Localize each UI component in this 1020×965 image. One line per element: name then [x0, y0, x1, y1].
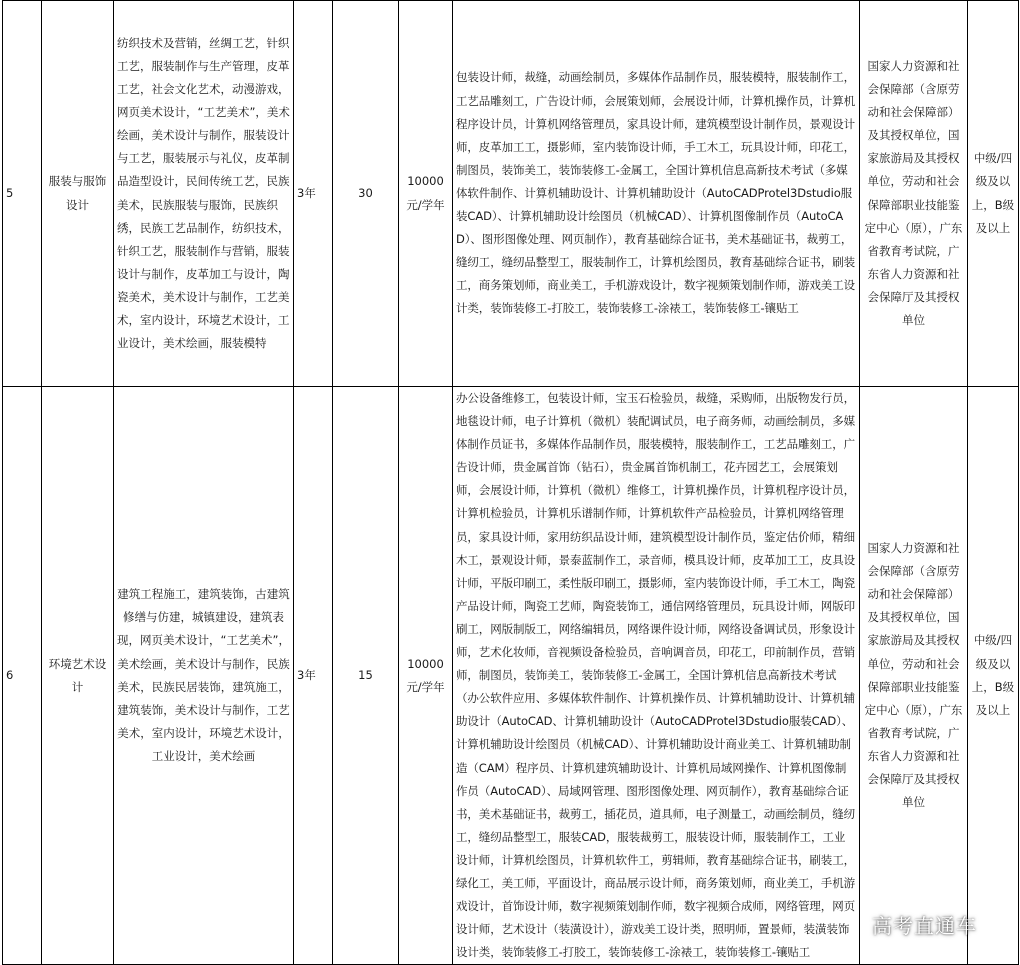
- enrollment-plan: 30: [333, 1, 399, 387]
- related-majors: 建筑工程施工，建筑装饰，古建筑修缮与仿建，城镇建设，建筑表现，网页美术设计，“工艺美术”，美术绘画，美术设计与制作，民族美术，民族民居装饰，建筑施工，建筑装饰，美术设计与制作，工艺美术，室内设计，环境艺术设计，工业设计，美术绘画: [114, 387, 294, 965]
- row-index: 5: [3, 1, 42, 387]
- enrollment-plan: 15: [333, 387, 399, 965]
- tuition-fee: 10000元/学年: [399, 1, 453, 387]
- major-name: 环境艺术设计: [42, 387, 114, 965]
- tuition-fee: 10000元/学年: [399, 387, 453, 965]
- related-majors: 纺织技术及营销，丝绸工艺，针织工艺，服装制作与生产管理，皮革工艺，社会文化艺术，动漫游戏，网页美术设计，“工艺美术”，美术绘画，美术设计与制作，服装设计与工艺，服装展示与礼仪，皮革制品造型设计，民间传统工艺，民族美术，民族服装与服饰，民族织绣，民族工艺品制作，纺织技术，针织工艺，服装制作与营销，服装设计与制作，皮革加工与设计，陶瓷美术，美术设计与制作，工艺美术，室内设计，环境艺术设计，工业设计，美术绘画，服装模特: [114, 1, 294, 387]
- table-row: [3, 1, 1019, 387]
- certificates-list: 包装设计师，裁缝，动画绘制员，多媒体作品制作员，服装模特，服装制作工，工艺品雕刻工，广告设计师，会展策划师，会展设计师，计算机操作员，计算机程序设计员，计算机网络管理员，家具设计师，建筑模型设计制作员，景观设计师，皮革加工工，摄影师，室内装饰设计师，手工木工，玩具设计师，印花工，制图员，装饰美工，装饰装修工-金属工，全国计算机信息高新技术考试（多媒体软件制作、计算机辅助设计、计算机辅助设计（AutoCADProtel3Dstudio服装CAD）、计算机辅助设计绘图员（机械CAD）、计算机图像制作员（AutoCAD）、图形图像处理、网页制作），教育基础综合证书，美术基础证书，裁剪工，缝纫工，缝纫品整型工，服装制作工，计算机绘图员，教育基础综合证书，刷装工，商务策划师，商业美工，手机游戏设计，数字视频策划制作师，游戏美工设计类，装饰装修工-打胶工，装饰装修工-涂裱工，装饰装修工-镶贴工: [453, 1, 860, 387]
- required-level: 中级/四级及以上，B级及以上: [968, 1, 1019, 387]
- majors-table: [2, 0, 1019, 965]
- certificates-list: 办公设备维修工，包装设计师，宝玉石检验员，裁缝，采购师，出版物发行员，地毯设计师，电子计算机（微机）装配调试员，电子商务师，动画绘制员，多媒体制作员证书，多媒体作品制作员，服装模特，服装制作工，工艺品雕刻工，广告设计师，贵金属首饰（钻石），贵金属首饰机制工，花卉园艺工，会展策划师，会展设计师，计算机（微机）维修工，计算机操作员，计算机程序设计员，计算机检验员，计算机乐谱制作师，计算机软件产品检验员，计算机网络管理员，家具设计师，家用纺织品设计师，建筑模型设计制作员，鉴定估价师，精细木工，景观设计师，景泰蓝制作工，录音师，模具设计师，皮革加工工，皮具设计师，平版印刷工，柔性版印刷工，摄影师，室内装饰设计师，手工木工，陶瓷产品设计师，陶瓷工艺师，陶瓷装饰工，通信网络管理员，玩具设计师，网版印刷工，网版制版工，网络编辑员，网络课件设计师，网络设备调试员，形象设计师，艺术化妆师，音视频设备检验员，音响调音员，印花工，印前制作员，营销师，制图员，装饰美工，装饰装修工-金属工，全国计算机信息高新技术考试（办公软件应用、多媒体软件制作、计算机操作员、计算机辅助设计、计算机辅助设计（AutoCAD、计算机辅助设计（AutoCADProtel3Dstudio服装CAD）、计算机辅助设计绘图员（机械CAD）、计算机辅助设计商业美工、计算机辅助制造（CAM）程序员、计算机建筑辅助设计、计算机局域网操作、计算机图像制作员（AutoCAD）、局域网管理、图形图像处理、网页制作），教育基础综合证书，美术基础证书，裁剪工，插花员，道具师，电子测量工，动画绘制员，缝纫工，缝纫品整型工，服装CAD，服装裁剪工，服装设计师，服装制作工，工业设计师，计算机绘图员，计算机软件工，剪辑师，教育基础综合证书，刷装工，绿化工，美工师，平面设计，商品展示设计师，商务策划师，商业美工，手机游戏设计，首饰设计师，数字视频策划制作师，数字视频合成师，网络管理，网页设计师，艺术设计（装潢设计），游戏美工设计类，照明师，置景师，装潢装饰设计类，装饰装修工-打胶工，装饰装修工-涂裱工，装饰装修工-镶贴工: [453, 387, 860, 965]
- watermark: 高考直通车: [872, 914, 977, 938]
- required-level: 中级/四级及以上，B级及以上: [968, 387, 1019, 965]
- issuing-authority: 国家人力资源和社会保障部（含原劳动和社会保障部）及其授权单位，国家旅游局及其授权单位，劳动和社会保障部职业技能鉴定中心（原），广东省教育考试院，广东省人力资源和社会保障厅及其授权单位: [860, 1, 968, 387]
- major-name: 服装与服饰设计: [42, 1, 114, 387]
- study-years: 3年: [294, 387, 333, 965]
- study-years: 3年: [294, 1, 333, 387]
- table-row: [3, 387, 1019, 965]
- row-index: 6: [3, 387, 42, 965]
- issuing-authority: 国家人力资源和社会保障部（含原劳动和社会保障部）及其授权单位，国家旅游局及其授权单位，劳动和社会保障部职业技能鉴定中心（原），广东省教育考试院，广东省人力资源和社会保障厅及其授权单位: [860, 387, 968, 965]
